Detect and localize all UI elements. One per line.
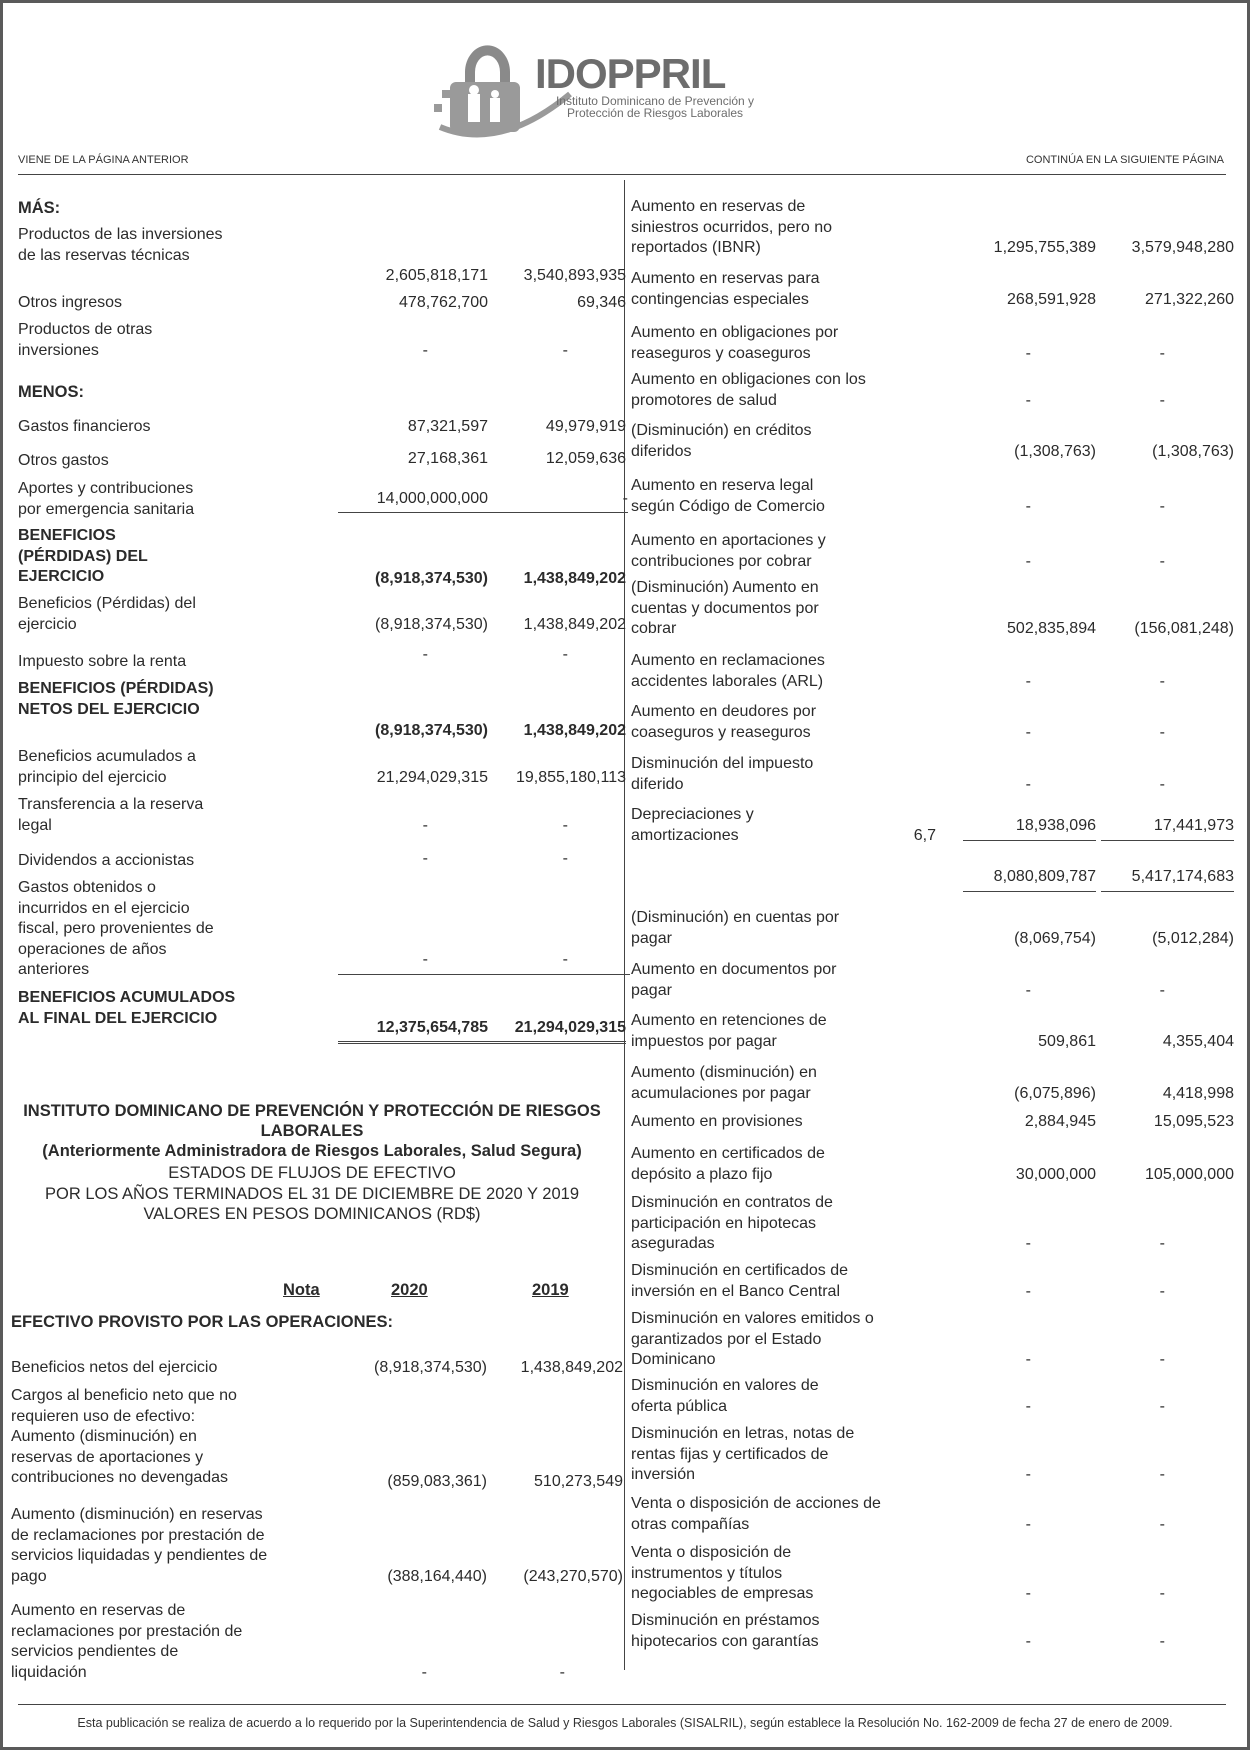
prev-page-note: VIENE DE LA PÁGINA ANTERIOR xyxy=(18,154,189,166)
brand-name: IDOPPRIL xyxy=(535,50,726,97)
statement-title-line6: VALORES EN PESOS DOMINICANOS (RD$) xyxy=(143,1205,481,1223)
next-page-note: CONTINÚA EN LA SIGUIENTE PÁGINA xyxy=(1025,154,1224,166)
bottom-rule xyxy=(18,1704,1226,1705)
column-header-2020: 2020 xyxy=(391,1281,428,1299)
menos-heading: MENOS: xyxy=(18,383,84,401)
brand-subtitle: Instituto Dominicano de Prevención y Protección de Riesgos Laborales xyxy=(555,94,755,120)
statement-title-line5: POR LOS AÑOS TERMINADOS EL 31 DE DICIEMBRE DE 2020 Y 2019 xyxy=(44,1185,580,1203)
column-header-nota: Nota xyxy=(283,1281,320,1299)
column-divider xyxy=(624,180,625,1670)
statement-title-line3: (Anteriormente Administradora de Riesgos Laborales, Salud Segura) xyxy=(42,1142,582,1160)
column-header-2019: 2019 xyxy=(532,1281,569,1299)
footer-note: Esta publicación se realiza de acuerdo a lo requerido por la Superintendencia de Salud y Riesgos Laborales (SISALRIL), según establece la Resolución No. 162-2009 de fecha 27 de enero de 2009. xyxy=(77,1716,1173,1730)
mas-heading: MÁS: xyxy=(18,199,61,217)
top-rule xyxy=(18,174,1226,175)
statement-title-line1: INSTITUTO DOMINICANO DE PREVENCIÓN Y PROTECCIÓN DE RIESGOS xyxy=(23,1102,601,1120)
statement-title-line2: LABORALES xyxy=(260,1122,364,1140)
operations-section-heading: EFECTIVO PROVISTO POR LAS OPERACIONES: xyxy=(11,1313,393,1331)
statement-title-line4: ESTADOS DE FLUJOS DE EFECTIVO xyxy=(168,1164,456,1182)
